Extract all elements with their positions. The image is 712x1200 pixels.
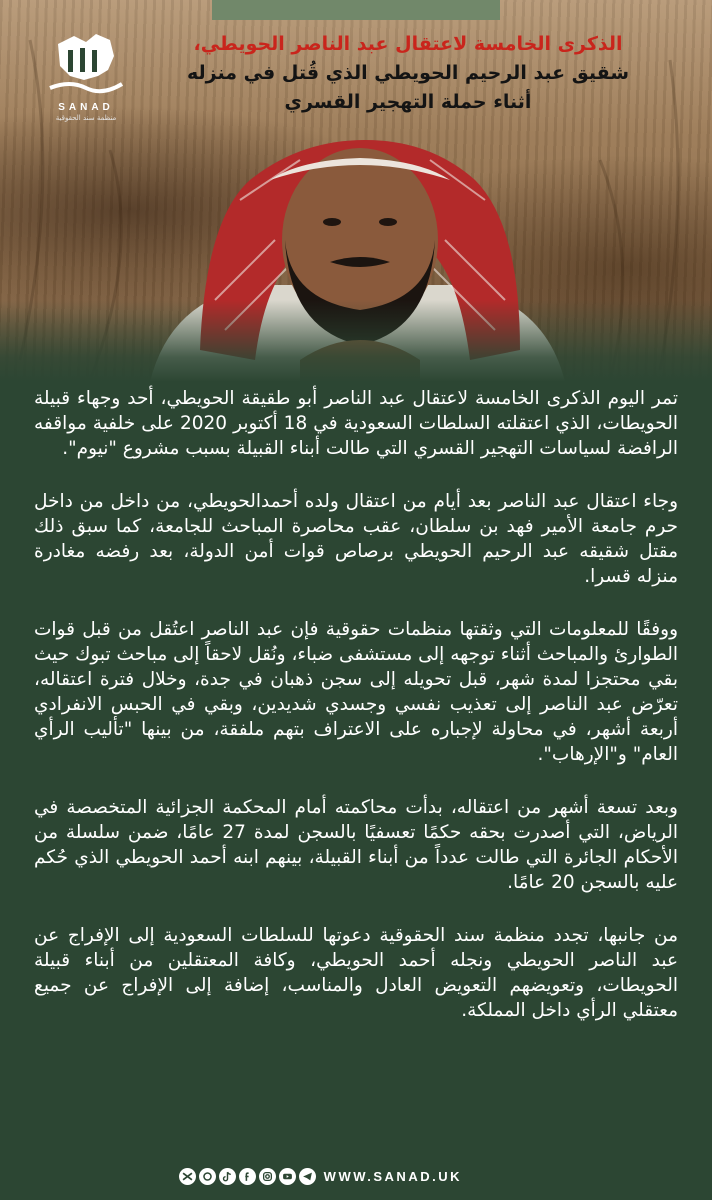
twitter-icon[interactable]	[179, 1168, 196, 1185]
logo-subtitle: منظمة سند الحقوقية	[55, 114, 117, 122]
footer	[0, 1160, 712, 1200]
photo-fade	[0, 300, 712, 382]
headline-line-1: الذكرى الخامسة لاعتقال عبد الناصر الحويطي،	[193, 33, 623, 55]
telegram-icon[interactable]	[299, 1168, 316, 1185]
whatsapp-icon[interactable]	[199, 1168, 216, 1185]
article-body	[34, 386, 678, 1023]
headline-line-3: أثناء حملة التهجير القسري	[284, 91, 532, 113]
sanad-logo	[40, 30, 132, 122]
youtube-icon[interactable]	[279, 1168, 296, 1185]
portrait-photo	[0, 0, 712, 382]
logo-name: SANAD	[58, 102, 114, 113]
facebook-icon[interactable]	[239, 1168, 256, 1185]
headline	[148, 30, 668, 117]
instagram-icon[interactable]	[259, 1168, 276, 1185]
tiktok-icon[interactable]	[219, 1168, 236, 1185]
headline-line-2: شقيق عبد الرحيم الحويطي الذي قُتل في منزله	[186, 62, 630, 84]
paragraph-1: تمر اليوم الذكرى الخامسة لاعتقال عبد الناصر أبو طقيقة الحويطي، أحد وجهاء قبيلة الحويطات، الذي اعتقلته السلطات السعودية في 18 أكتوبر 2020 على خلفية مواقفه الرافضة لسياسات التهجير القسري التي طالت أبناء القبيلة بسبب مشروع "نيوم".	[34, 388, 678, 459]
paragraph-3: ووفقًا للمعلومات التي وثقتها منظمات حقوقية فإن عبد الناصر اعتُقل من قبل قوات الطوارئ والمباحث أثناء توجهه إلى مستشفى ضباء، ونُقل لاحقاً إلى مباحث تبوك حيث بقي محتجزا لمدة شهر، قبل تحويله إلى سجن ذهبان في جدة، وخلال فترة اعتقاله، تعرّض عبد الناصر إلى تعذيب نفسي وجسدي شديدين، وبقي في الحبس الانفرادي أربعة أشهر، في محاولة لإجباره على الاعتراف بتهم ملفقة، من بينها "تأليب الرأي العام" و"الإرهاب".	[34, 619, 678, 765]
website-url[interactable]: WWW.SANAD.UK	[323, 1169, 462, 1184]
footer-row	[173, 1168, 462, 1185]
social-icons	[179, 1168, 316, 1185]
paragraph-2: وجاء اعتقال عبد الناصر بعد أيام من اعتقال ولده أحمدالحويطي، من داخل من داخل حرم جامعة الأمير فهد بن سلطان، عقب محاصرة المباحث للجامعة، كما سبق ذلك مقتل شقيقه عبد الرحيم الحويطي برصاص قوات أمن الدولة، بعد رفضه مغادرة منزله قسرا.	[34, 491, 678, 587]
paragraph-4: وبعد تسعة أشهر من اعتقاله، بدأت محاكمته أمام المحكمة الجزائية المتخصصة في الرياض، التي أصدرت بحقه حكمًا تعسفيًا بالسجن لمدة 27 عامًا، ضمن سلسلة من الأحكام الجائرة التي طالت عدداً من أبناء القبيلة، بينهم ابنه أحمد الحويطي الذي حُكم عليه بالسجن 20 عامًا.	[34, 797, 678, 893]
sanad-emblem-icon	[40, 30, 132, 102]
paragraph-5: من جانبها، تجدد منظمة سند الحقوقية دعوتها للسلطات السعودية إلى الإفراج عن عبد الناصر الحويطي ونجله أحمد الحويطي، وكافة المعتقلين من أبناء قبيلة الحويطات، وتعويضهم التعويض العادل والمناسب، إضافة إلى الإفراج عن جميع معتقلي الرأي داخل المملكة.	[34, 925, 678, 1021]
